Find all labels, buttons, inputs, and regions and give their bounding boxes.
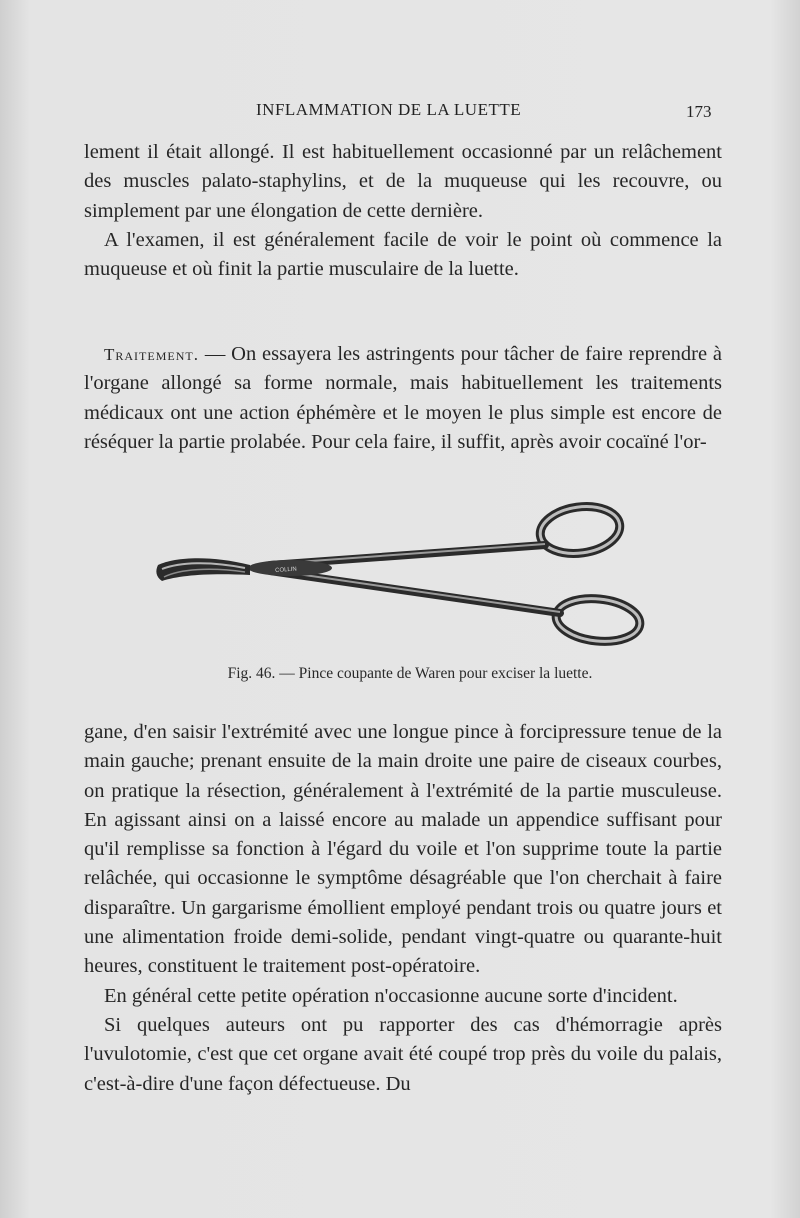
section-heading: Traitement.: [104, 345, 199, 364]
paragraph: lement il était allongé. Il est habituellement occasionné par un relâchement des muscles palato-staphylins, et de la muqueuse qui les recouvre, ou simplement par une élongation de cette dernière.: [84, 141, 722, 222]
paragraph: A l'examen, il est généralement facile de voir le point où commence la muqueuse et où finit la partie musculaire de la luette.: [84, 228, 722, 281]
text-block-traitement: [84, 340, 722, 457]
text-block-top: [84, 138, 722, 284]
engraving-text: COLLIN: [274, 566, 298, 575]
running-title: INFLAMMATION DE LA LUETTE: [256, 100, 522, 119]
paragraph: gane, d'en saisir l'extrémité avec une longue pince à forcipressure tenue de la main gauche; prenant ensuite de la main droite une paire de ciseaux courbes, on pratique la résection, généralement à l'extrémité de la partie musculeuse. En agissant ainsi on a laissé encore au malade un appendice suffisant pour qu'il remplisse sa fonction à l'égard du voile et l'on supprime toute la partie relâchée, qui occasionne le symptôme désagréable que l'on cherchait à faire disparaître. Un gargarisme émollient employé pendant trois ou quatre jours et une alimentation froide demi-solide, pendant vingt-quatre ou quarante-huit heures, constituent le traitement post-opératoire.: [84, 721, 722, 978]
paragraph: En général cette petite opération n'occasionne aucune sorte d'incident.: [104, 984, 678, 1007]
upper-finger-ring: [537, 502, 623, 559]
paragraph: Si quelques auteurs ont pu rapporter des cas d'hémorragie après l'uvulotomie, c'est que cet organe avait été coupé trop près du voile du palais, c'est-à-dire d'une façon défectueuse. Du: [84, 1013, 722, 1095]
page-header: [0, 100, 800, 124]
traitement-paragraph: [84, 340, 722, 457]
page-number: 173: [686, 102, 712, 121]
traitement-text: — On essayera les astringents pour tâcher de faire reprendre à l'organe allongé sa forme normale, mais habituellement les traitements médicaux ont une action éphémère et le moyen le plus simple est encore de réséquer la partie prolabée. Pour cela faire, il suffit, après avoir cocaïné l'or-: [84, 343, 722, 453]
figure-caption: Fig. 46. — Pince coupante de Waren pour exciser la luette.: [227, 665, 593, 682]
scissors-illustration: [150, 495, 660, 655]
text-block-bottom: [84, 718, 722, 1099]
